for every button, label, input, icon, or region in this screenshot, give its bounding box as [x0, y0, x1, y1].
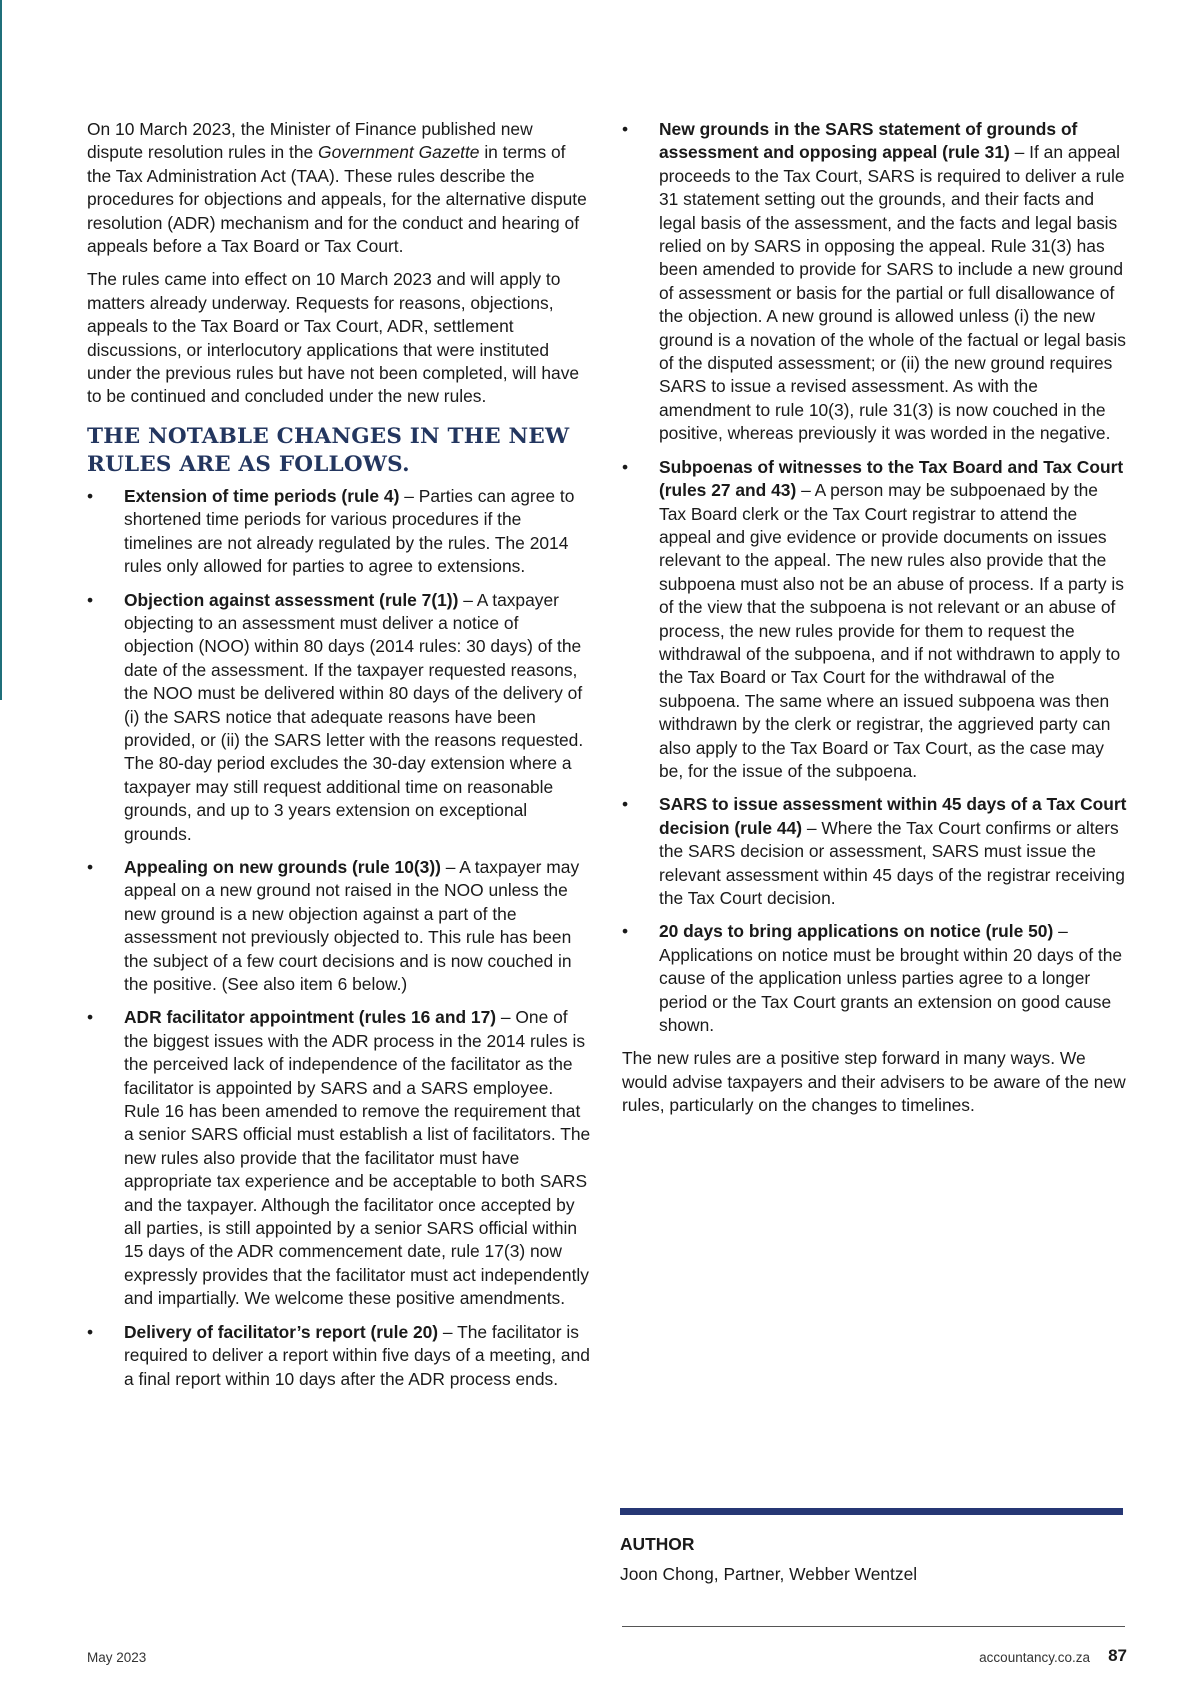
- item-text: – If an appeal proceeds to the Tax Court, SARS is required to deliver a rule 31 statement setting out the grounds, and their facts and legal basis of the assessment, and the facts and legal basis relied on by SARS in opposing the appeal. Rule 31(3) has been amended to provide for SARS to include a new ground of assessment or basis for the partial or full disallowance of the objection. A new ground is allowed unless (i) the new ground is a novation of the whole of the factual or legal basis of the disputed assessment; or (ii) the new ground requires SARS to issue a revised assessment. As with the amendment to rule 10(3), rule 31(3) is now couched in the positive, whereas previously it was worded in the negative.: [659, 142, 1126, 444]
- bullet: •: [622, 119, 629, 139]
- item-text: – Parties can agree to shortened time periods for various procedures if the timelines are not already regulated by the rules. The 2014 rules only allowed for parties to agree to extensions.: [124, 485, 575, 577]
- item-title: SARS to issue assessment within 45 days of a Tax Court decision (rule 44): [659, 794, 1127, 838]
- item-text: – The facilitator is required to deliver a report within five days of a meeting, and a final report within 10 days after the ADR process ends.: [124, 1321, 590, 1389]
- bullet: •: [622, 456, 629, 477]
- footer-rule: [622, 1626, 1125, 1627]
- right-column: [622, 118, 1127, 1128]
- author-name: Joon Chong, Partner, Webber Wentzel: [620, 1564, 918, 1584]
- footer-date: May 2023: [87, 1650, 147, 1665]
- item-title: Appealing on new grounds (rule 10(3)): [124, 856, 441, 877]
- item-title: Subpoenas of witnesses to the Tax Board and Tax Court (rules 27 and 43): [659, 456, 1124, 501]
- item-text: – A taxpayer objecting to an assessment must deliver a notice of objection (NOO) within 80 days (2014 rules: 30 days) of the date of the assessment. If the taxpayer requested reasons, the NOO must be delivered within 80 days of the delivery of (i) the SARS notice that adequate reasons have been provided, or (ii) the SARS letter with the reasons requested. The 80-day period excludes the 30-day extension where a taxpayer may still request additional time on reasonable grounds, and up to 3 years extension on exceptional grounds.: [124, 589, 584, 844]
- intro-text: in terms of the Tax Administration Act (TAA). These rules describe the procedures for objections and appeals, for the alternative dispute resolution (ADR) mechanism and for the conduct and hearing of appeals before a Tax Board or Tax Court.: [87, 142, 587, 257]
- left-column: [87, 118, 592, 1401]
- list-item: [87, 1006, 592, 1310]
- intro-paragraph-1: [87, 118, 592, 258]
- item-title: New grounds in the SARS statement of grounds of assessment and opposing appeal (rule 31): [659, 119, 1078, 163]
- bullet: •: [87, 1321, 94, 1342]
- item-title: Objection against assessment (rule 7(1)): [124, 589, 459, 610]
- item-title: ADR facilitator appointment (rules 16 and 17): [124, 1007, 497, 1028]
- intro-text: On 10 March 2023, the Minister of Finance published new dispute resolution rules in the: [87, 119, 533, 163]
- bullet: •: [87, 856, 94, 877]
- bullet: •: [87, 589, 94, 610]
- page-number: 87: [1108, 1646, 1127, 1665]
- item-title: 20 days to bring applications on notice (rule 50): [659, 921, 1054, 942]
- changes-list-right: [622, 118, 1127, 1037]
- bullet: •: [87, 1007, 94, 1028]
- list-item: [622, 793, 1127, 910]
- author-divider-bar: [620, 1508, 1123, 1515]
- author-heading: AUTHOR: [620, 1534, 695, 1554]
- section-heading: THE NOTABLE CHANGES IN THE NEW RULES ARE AS FOLLOWS.: [87, 423, 570, 477]
- list-item: [622, 118, 1127, 446]
- conclusion-paragraph: The new rules are a positive step forward in many ways. We would advise taxpayers and their advisers to be aware of the new rules, particularly on the changes to timelines.: [622, 1048, 1126, 1116]
- list-item: [622, 456, 1127, 784]
- list-item: [87, 1321, 592, 1391]
- list-item: [87, 485, 592, 579]
- changes-list-left: [87, 485, 592, 1391]
- page-edge-accent: [0, 0, 2, 700]
- footer-website-link[interactable]: accountancy.co.za: [979, 1650, 1090, 1665]
- item-text: – A taxpayer may appeal on a new ground not raised in the NOO unless the new ground is a new objection against a part of the assessment not previously objected to. This rule has been the subject of a few court decisions and is now couched in the positive. (See also item 6 below.): [124, 856, 580, 994]
- list-item: [87, 589, 592, 846]
- list-item: [87, 856, 592, 996]
- intro-paragraph-2: The rules came into effect on 10 March 2023 and will apply to matters already underway. Requests for reasons, objections, appeals to the Tax Board or Tax Court, ADR, settlement discussions, or interlocutory applications that were instituted under the previous rules but have not been completed, will have to be continued and concluded under the new rules.: [87, 269, 580, 407]
- item-title: Extension of time periods (rule 4): [124, 485, 400, 506]
- item-text: – Applications on notice must be brought within 20 days of the cause of the application unless parties agree to a longer period or the Tax Court grants an extension on good cause shown.: [659, 921, 1123, 1036]
- bullet: •: [87, 485, 94, 506]
- item-text: – One of the biggest issues with the ADR process in the 2014 rules is the perceived lack of independence of the facilitator as the facilitator is appointed by SARS and a SARS employee. Rule 16 has been amended to remove the requirement that a senior SARS official must establish a list of facilitators. The new rules also provide that the facilitator must have appropriate tax experience and be acceptable to both SARS and the taxpayer. Although the facilitator once accepted by all parties, is still appointed by a senior SARS official within 15 days of the ADR commencement date, rule 17(3) now expressly provides that the facilitator must act independently and impartially. We welcome these positive amendments.: [124, 1007, 591, 1309]
- item-text: – A person may be subpoenaed by the Tax Board clerk or the Tax Court registrar to attend the appeal and give evidence or provide documents on issues relevant to the appeal. The new rules also provide that the subpoena must also not be an abuse of process. If a party is of the view that the subpoena is not relevant or an abuse of process, the new rules provide for them to request the withdrawal of the subpoena, and if not withdrawn to apply to the Tax Board or Tax Court for the withdrawal of the subpoena. The same where an issued subpoena was then withdrawn by the clerk or registrar, the aggrieved party can also apply to the Tax Board or Tax Court, as the case may be, for the issue of the subpoena.: [659, 480, 1124, 781]
- item-title: Delivery of facilitator’s report (rule 20): [124, 1321, 439, 1342]
- bullet: •: [622, 921, 629, 942]
- gazette-title: Government Gazette: [318, 142, 480, 163]
- bullet: •: [622, 794, 629, 815]
- item-text: – Where the Tax Court confirms or alters the SARS decision or assessment, SARS must issue the relevant assessment within 45 days of the registrar receiving the Tax Court decision.: [659, 817, 1125, 908]
- list-item: [622, 920, 1127, 1037]
